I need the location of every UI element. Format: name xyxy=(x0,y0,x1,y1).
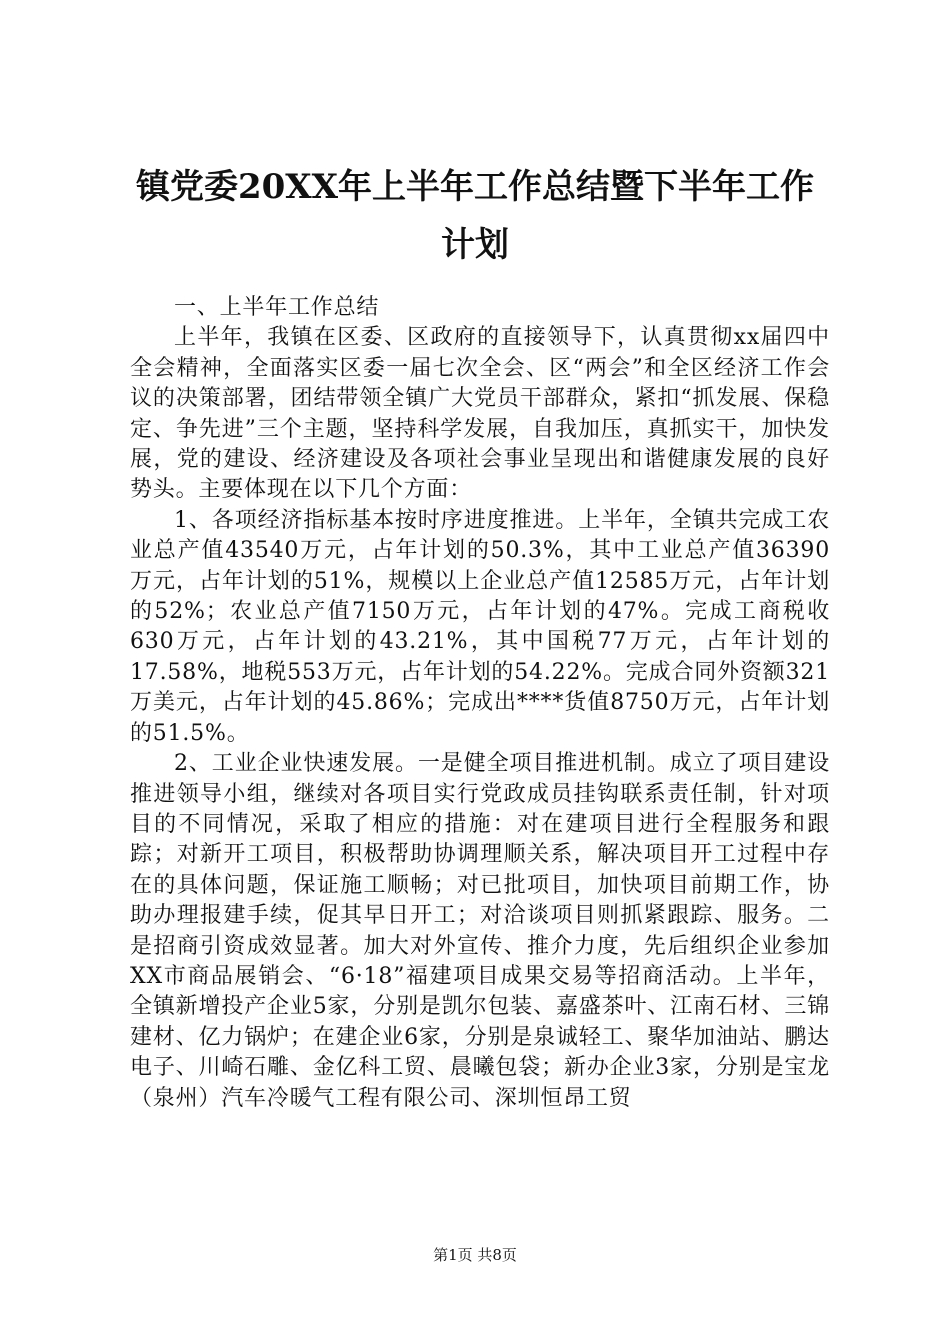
document-body xyxy=(130,293,830,1114)
paragraph-economic-indicators: 1、各项经济指标基本按时序进度推进。上半年，全镇共完成工农业总产值43540万元，占年计划的50.3%，其中工业总产值36390万元，占年计划的51%，规模以上企业总产值12585万元，占年计划的52%；农业总产值7150万元，占年计划的47%。完成工商税收630万元，占年计划的43.21%，其中国税77万元，占年计划的17.58%，地税553万元，占年计划的54.22%。完成合同外资额321万美元，占年计划的45.86%；完成出****货值8750万元，占年计划的51.5%。 xyxy=(130,507,830,746)
document-title: 镇党委20XX年上半年工作总结暨下半年工作计划 xyxy=(135,167,815,265)
paragraph-intro: 上半年，我镇在区委、区政府的直接领导下，认真贯彻xx届四中全会精神，全面落实区委一届七次全会、区“两会”和全区经济工作会议的决策部署，团结带领全镇广大党员干部群众，紧扣“抓发展、保稳定、争先进”三个主题，坚持科学发展，自我加压，真抓实干，加快发展，党的建设、经济建设及各项社会事业呈现出和谐健康发展的良好势头。主要体现在以下几个方面： xyxy=(130,325,830,503)
paragraph-industrial-development: 2、工业企业快速发展。一是健全项目推进机制。成立了项目建设推进领导小组，继续对各项目实行党政成员挂钩联系责任制，针对项目的不同情况，采取了相应的措施：对在建项目进行全程服务和跟踪；对新开工项目，积极帮助协调理顺关系，解决项目开工过程中存在的具体问题，保证施工顺畅；对已批项目，加快项目前期工作，协助办理报建手续，促其早日开工；对洽谈项目则抓紧跟踪、服务。二是招商引资成效显著。加大对外宣传、推介力度，先后组织企业参加XX市商品展销会、“6·18”福建项目成果交易等招商活动。上半年，全镇新增投产企业5家，分别是凯尔包装、嘉盛茶叶、江南石材、三锦建材、亿力锅炉；在建企业6家，分别是泉诚轻工、聚华加油站、鹏达电子、川崎石雕、金亿科工贸、晨曦包袋；新办企业3家，分别是宝龙（泉州）汽车冷暖气工程有限公司、深圳恒昂工贸 xyxy=(130,751,830,1111)
section-heading: 一、上半年工作总结 xyxy=(174,295,380,320)
page-footer: 第1页 共8页 xyxy=(433,1246,517,1264)
